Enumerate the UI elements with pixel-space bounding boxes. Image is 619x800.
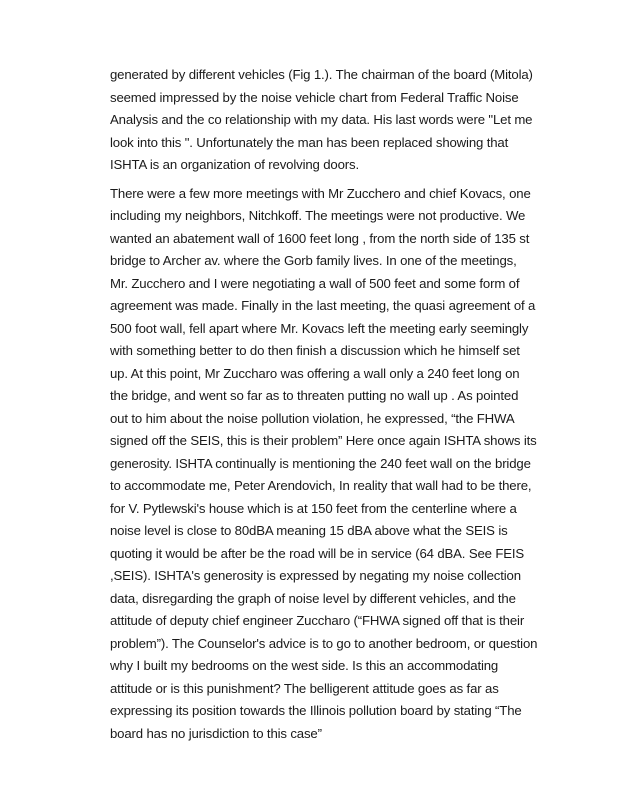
- text-line: There were a few more meetings with Mr Zucchero and chief Kovacs, one: [110, 186, 531, 201]
- text-line: board has no jurisdiction to this case”: [110, 726, 322, 741]
- text-line: signed off the SEIS, this is their problem” Here once again ISHTA shows its: [110, 433, 537, 448]
- text-line: the bridge, and went so far as to threaten putting no wall up . As pointed: [110, 388, 519, 403]
- text-line: agreement was made. Finally in the last meeting, the quasi agreement of a: [110, 298, 536, 313]
- text-line: bridge to Archer av. where the Gorb family lives. In one of the meetings,: [110, 253, 517, 268]
- text-line: 500 foot wall, fell apart where Mr. Kovacs left the meeting early seemingly: [110, 321, 529, 336]
- text-line: noise level is close to 80dBA meaning 15 dBA above what the SEIS is: [110, 523, 508, 538]
- text-line: for V. Pytlewski's house which is at 150 feet from the centerline where a: [110, 501, 517, 516]
- text-line: attitude or is this punishment? The belligerent attitude goes as far as: [110, 681, 499, 696]
- text-line: quoting it would be after be the road will be in service (64 dBA. See FEIS: [110, 546, 525, 561]
- text-line: look into this ". Unfortunately the man has been replaced showing that: [110, 135, 509, 150]
- text-line: including my neighbors, Nitchkoff. The meetings were not productive. We: [110, 208, 526, 223]
- text-line: attitude of deputy chief engineer Zuccharo (“FHWA signed off that is their: [110, 613, 525, 628]
- text-line: expressing its position towards the Illinois pollution board by stating “The: [110, 703, 522, 718]
- text-line: data, disregarding the graph of noise level by different vehicles, and the: [110, 591, 516, 606]
- text-line: problem”). The Counselor's advice is to go to another bedroom, or question: [110, 636, 538, 651]
- text-line: Mr. Zucchero and I were negotiating a wall of 500 feet and some form of: [110, 276, 520, 291]
- text-line: to accommodate me, Peter Arendovich, In reality that wall had to be there,: [110, 478, 532, 493]
- text-line: generated by different vehicles (Fig 1.). The chairman of the board (Mitola): [110, 67, 533, 82]
- text-line: Analysis and the co relationship with my data. His last words were "Let me: [110, 112, 533, 127]
- text-line: generosity. ISHTA continually is mentioning the 240 feet wall on the bridge: [110, 456, 531, 471]
- text-line: why I built my bedrooms on the west side. Is this an accommodating: [110, 658, 499, 673]
- text-line: seemed impressed by the noise vehicle chart from Federal Traffic Noise: [110, 90, 519, 105]
- text-line: wanted an abatement wall of 1600 feet long , from the north side of 135 st: [110, 231, 530, 246]
- text-line: with something better to do then finish a discussion which he himself set: [110, 343, 520, 358]
- text-line: up. At this point, Mr Zuccharo was offering a wall only a 240 feet long on: [110, 366, 520, 381]
- text-line: ,SEIS). ISHTA's generosity is expressed by negating my noise collection: [110, 568, 521, 583]
- text-line: ISHTA is an organization of revolving doors.: [110, 157, 359, 172]
- text-line: out to him about the noise pollution violation, he expressed, “the FHWA: [110, 411, 515, 426]
